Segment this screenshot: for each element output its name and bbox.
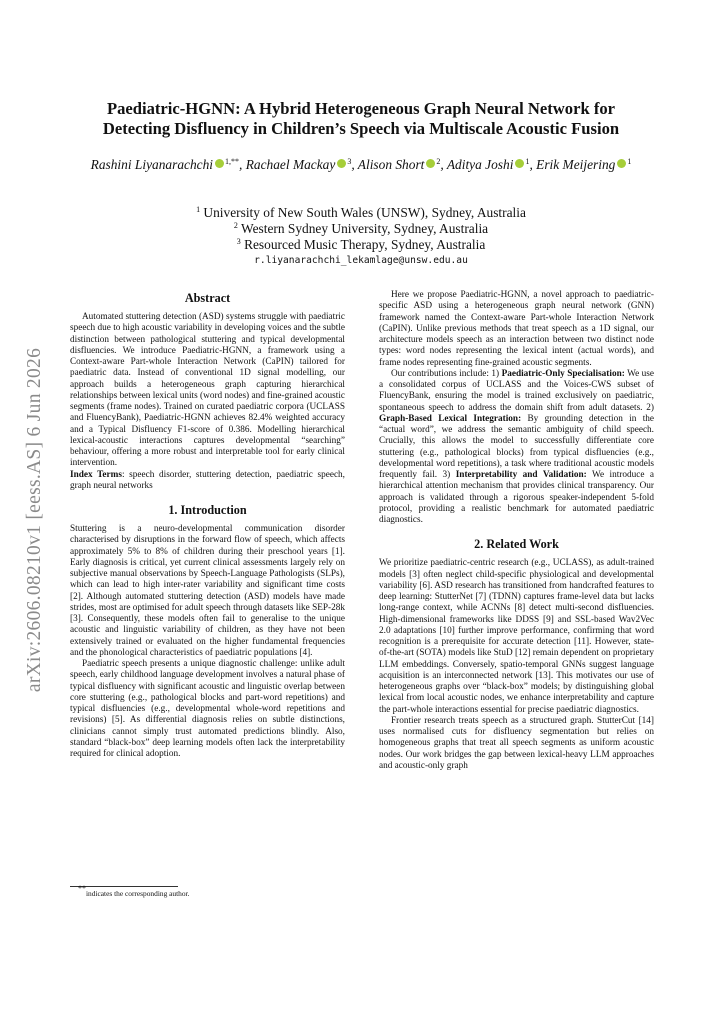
affiliation-text: University of New South Wales (UNSW), Sydney, Australia xyxy=(203,205,526,220)
author-affil-mark: 1 xyxy=(627,157,632,166)
orcid-icon[interactable] xyxy=(617,159,626,168)
author-affil-mark: 1 xyxy=(525,157,530,166)
abstract-heading: Abstract xyxy=(184,291,231,305)
paper-title xyxy=(70,99,652,139)
author-name: Erik Meijering xyxy=(536,157,616,172)
contributions-paragraph xyxy=(379,369,654,527)
related-paragraph-2: Frontier research treats speech as a structured graph. StutterCut [14] uses normalised cuts for disfluency segmentation but relies on homogeneous graphs that treat all speech segments as uniform acoustic nodes. Our work bridges the gap between lexical-heavy LLM approaches and acoustic-only graph xyxy=(379,715,654,771)
footnote-text: indicates the corresponding author. xyxy=(86,889,190,898)
left-column xyxy=(70,290,345,760)
affiliation-mark: 2 xyxy=(233,221,238,230)
author-name: Rashini Liyanarachchi xyxy=(90,157,214,172)
proposal-paragraph: Here we propose Paediatric-HGNN, a novel approach to paediatric-specific ASD using a heterogeneous graph neural network (GNN) framework named the Context-aware Part-whole Interaction Network (CaPIN). Unlike previous methods that treat speech as a 1D signal, our architecture models speech as an interaction between two distinct node types: word nodes representing the lexical intent (actual words), and frame nodes representing fine-grained acoustic segments. xyxy=(379,290,654,368)
index-terms-text: : speech disorder, stuttering detection, paediatric speech, graph neural networks xyxy=(70,469,345,491)
affiliation-line xyxy=(70,237,652,253)
title-line-1: Paediatric-HGNN: A Hybrid Heterogeneous Graph Neural Network for xyxy=(106,99,616,118)
related-paragraph-1: We prioritize paediatric-centric research (e.g., UCLASS), as adult-trained models [3] often neglect child-specific physiological and developmental variability [6]. ASD research has transitioned from handcrafted features to deep learning: StutterNet [7] (TDNN) captures frame-level data but lacks long-range context, while ACNNs [8] detect multi-second disfluencies. High-dimensional frameworks like DDSS [9] and SSL-based Wav2Vec 2.0 adaptations [10] further improve performance, confirming that word recognition is a prerequisite for accurate detection [11]. However, state-of-the-art (SOTA) models like StuD [12] remain dependent on proprietary LLM embeddings. Conversely, spatio-temporal GNNs suggest language acquisition is an interconnected network [13]. This motivates our use of heterogeneous graphs over “black-box” models; by distinguishing global lexical from local acoustic nodes, we enhance interpretability and capture the part-whole interactions essential for precise paediatric diagnostics. xyxy=(379,558,654,715)
author-list: Rashini Liyanarachchi $^{1,**}$, Rachael Mackay $^3$, Alison Short $^2$, Aditya Joshi $^1$, Erik Meijering $^1$ xyxy=(90,157,632,172)
contribution-2-label: Graph-Based Lexical Integration: xyxy=(379,413,522,424)
affiliation-mark: 3 xyxy=(236,237,241,246)
intro-paragraph-2: Paediatric speech presents a unique diagnostic challenge: unlike adult speech, early childhood language development involves a natural phase of typical disfluency with significant acoustic and linguistic overlap between core stuttering (e.g., pathological blocks and part-word repetitions) and typical disfluencies (e.g., developmental whole-word repetitions and revisions) [5]. As differential diagnosis relies on subtle distinctions, clinicians cannot simply trust automated predictions blindly. Also, standard “black-box” deep learning models often lack the interpretability required for clinical adoption. xyxy=(70,659,345,759)
author-affil-mark: 2 xyxy=(436,157,441,166)
footnote-rule xyxy=(70,886,178,887)
index-terms xyxy=(70,470,345,493)
corresponding-email[interactable]: r.liyanarachchi_lekamlage@unsw.edu.au xyxy=(254,255,468,266)
contribution-3-text: We introduce a hierarchical attention mechanism that provides clinical transparency. Our approach is validated through a rigorous speaker-independent 5-fold protocol, providing a realistic benchmark for automated paediatric diagnostics. xyxy=(379,470,655,525)
affiliation-mark: 1 xyxy=(196,205,201,214)
title-line-2: Detecting Disfluency in Children’s Speech via Multiscale Acoustic Fusion xyxy=(102,119,620,138)
index-terms-label: Index Terms xyxy=(70,469,122,480)
introduction-heading: 1. Introduction xyxy=(168,503,247,517)
affiliation-text: Western Sydney University, Sydney, Australia xyxy=(241,221,489,236)
arxiv-sidebar-stamp xyxy=(22,300,48,740)
intro-paragraph-1: Stuttering is a neuro-developmental communication disorder characterised by disruptions in the forward flow of speech, which affects approximately 5% to 8% of children during their preschool years [1]. Early diagnosis is critical, yet current clinical assessments largely rely on subjective manual observations by Speech-Language Pathologists (SLPs), which can lead to high inter-rater variability and significant time costs [2]. Although automated stuttering detection (ASD) models have made strides, most are optimised for adult speech through datasets like SEP-28k [3]. Consequently, these models often fail to generalise to the unique acoustic and linguistic variability of children, as they have not been extensively trained or evaluated on the higher fundamental frequencies and the phonological characteristics of paediatric populations [4]. xyxy=(70,524,345,658)
contribution-2-text: By grounding detection in the “actual word”, we address the semantic ambiguity of child speech. Crucially, this allows the model to successfully differentiate core stuttering (e.g., pathological blocks) from typical disfluencies (e.g., developmental word repetitions), a task where traditional acoustic models frequently fail. 3) xyxy=(379,413,655,480)
contribution-1-text: We use a consolidated corpus of UCLASS and the Voices-CWS subset of FluencyBank, ensuring the model is trained exclusively on paediatric, spontaneous speech to address the domain shift from adult datasets. 2) xyxy=(379,368,655,413)
orcid-icon[interactable] xyxy=(426,159,435,168)
footnote xyxy=(78,884,190,898)
abstract-text: Automated stuttering detection (ASD) systems struggle with paediatric speech due to high acoustic variability in developing voices and the subtle distinction between pathological stuttering and typical developmental disfluencies. We introduce Paediatric-HGNN, a framework using a Context-aware Part-whole Interaction Network (CaPIN) tailored for paediatric data. Instead of conventional 1D signal modelling, our approach builds a heterogeneous graph capturing hierarchical relationships between lexical units (word nodes) and fine-grained acoustic segments (frame nodes). Trained on curated paediatric corpora (UCLASS and FluencyBank), Paediatric-HGNN achieves 82.4% weighted accuracy and a Typical Disfluency F1-score of 0.386. Modelling hierarchical lexical-acoustic interactions captures developmental “searching” behaviour, offering a more robust and interpretable tool for early clinical intervention. xyxy=(70,312,345,469)
right-column xyxy=(379,290,654,772)
contribution-3-label: Interpretability and Validation: xyxy=(455,470,587,480)
affiliation-line xyxy=(70,205,652,221)
affiliation-line xyxy=(70,221,652,237)
author-affil-mark: 3 xyxy=(347,157,352,166)
arxiv-identifier: arXiv:2606.08210v1 [eess.AS] 6 Jun 2026 xyxy=(24,347,45,693)
author-name: Aditya Joshi xyxy=(446,157,514,172)
contribution-1-label: Paediatric-Only Specialisation: xyxy=(501,368,625,379)
orcid-icon[interactable] xyxy=(215,159,224,168)
author-affil-mark: 1,** xyxy=(225,157,240,166)
orcid-icon[interactable] xyxy=(515,159,524,168)
affiliation-text: Resourced Music Therapy, Sydney, Australia xyxy=(244,237,486,252)
footnote-mark: ** xyxy=(78,884,86,893)
author-name: Alison Short xyxy=(357,157,425,172)
orcid-icon[interactable] xyxy=(337,159,346,168)
affiliations xyxy=(70,205,652,268)
author-name: Rachael Mackay xyxy=(245,157,336,172)
related-work-heading: 2. Related Work xyxy=(474,537,559,552)
contributions-lead: Our contributions include: 1) xyxy=(391,368,502,379)
